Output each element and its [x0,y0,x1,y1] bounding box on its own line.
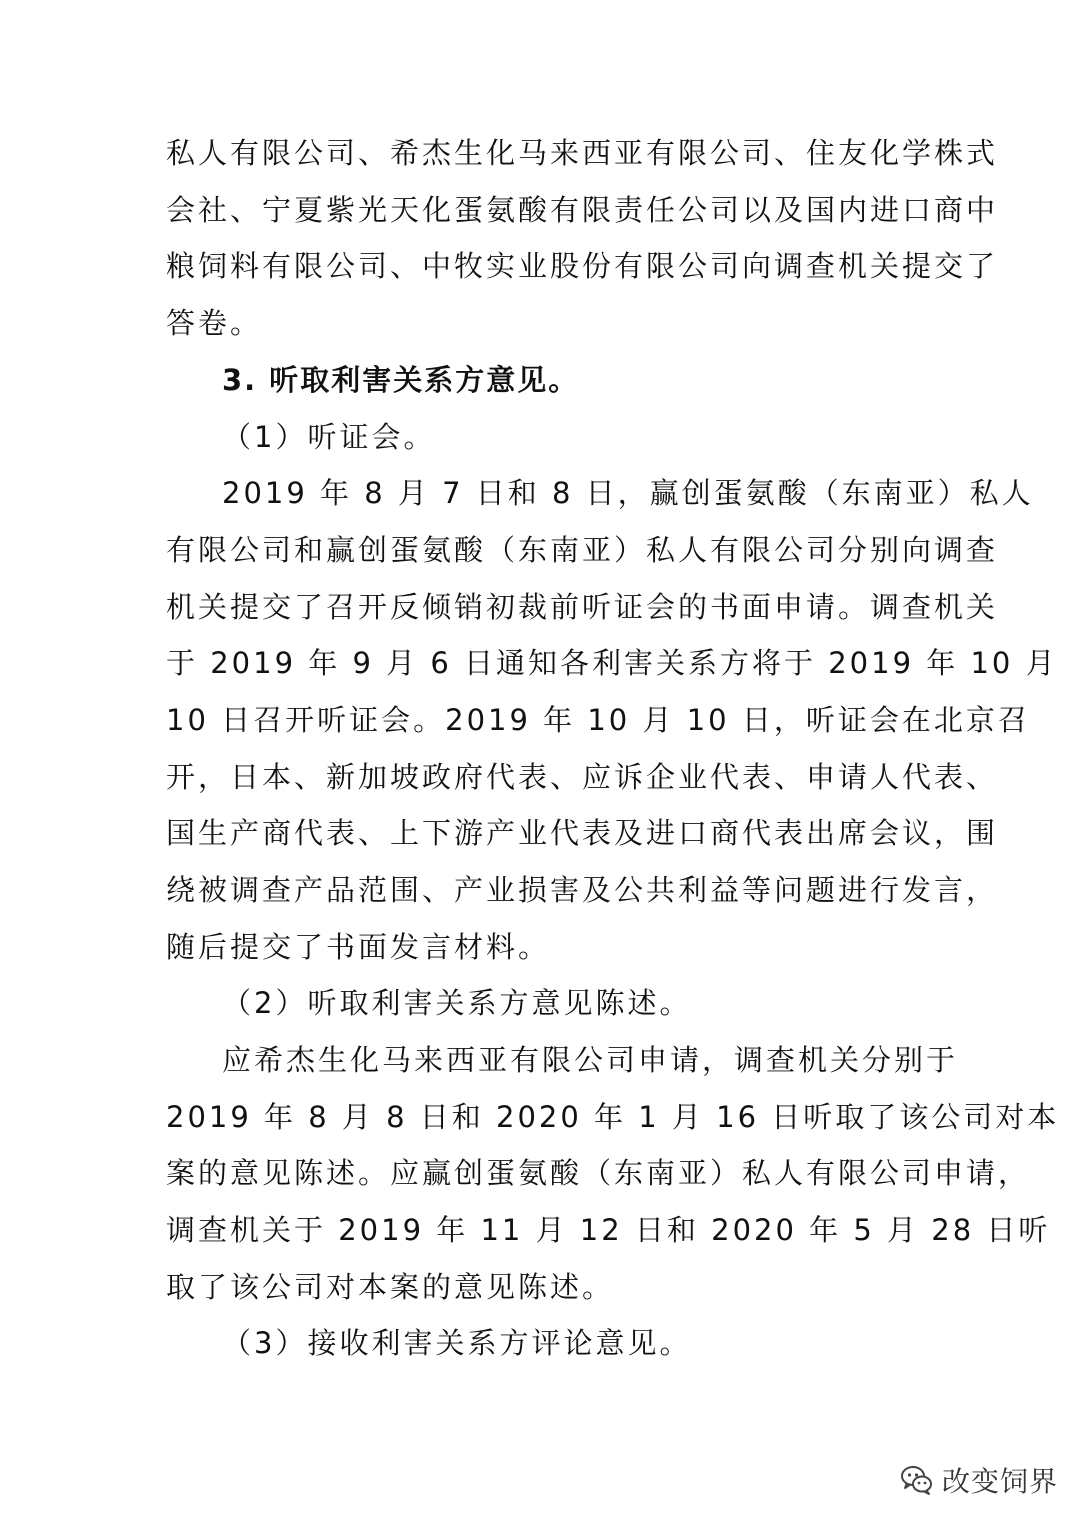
watermark [900,1460,1058,1500]
paragraph-line: 机关提交了召开反倾销初裁前听证会的书面申请。调查机关 [166,590,999,624]
paragraph-line: 私人有限公司、希杰生化马来西亚有限公司、住友化学株式 [166,136,999,170]
watermark-text: 改变饲界 [942,1465,1059,1498]
paragraph-line: 国生产商代表、上下游产业代表及进口商代表出席会议，围 [166,816,999,850]
subsection-heading: （1）听证会。 [222,420,436,454]
subsection-heading: （2）听取利害关系方意见陈述。 [222,986,692,1020]
section-heading: 3. 听取利害关系方意见。 [222,363,580,397]
paragraph-line: 应希杰生化马来西亚有限公司申请，调查机关分别于 [222,1043,959,1077]
paragraph-line: 会社、宁夏紫光天化蛋氨酸有限责任公司以及国内进口商中 [166,193,999,227]
paragraph-line: 案的意见陈述。应赢创蛋氨酸（东南亚）私人有限公司申请， [166,1156,1031,1190]
paragraph-line: 答卷。 [166,306,263,340]
paragraph-line: 有限公司和赢创蛋氨酸（东南亚）私人有限公司分别向调查 [166,533,999,567]
paragraph-line: 取了该公司对本案的意见陈述。 [166,1270,615,1304]
paragraph-line: 粮饲料有限公司、中牧实业股份有限公司向调查机关提交了 [166,249,999,283]
paragraph-line: 2019 年 8 月 8 日和 2020 年 1 月 16 日听取了该公司对本 [166,1100,1060,1134]
paragraph-line: 于 2019 年 9 月 6 日通知各利害关系方将于 2019 年 10 月 [166,646,1058,680]
paragraph-line: 开，日本、新加坡政府代表、应诉企业代表、申请人代表、 [166,760,999,794]
wechat-icon [900,1463,934,1497]
paragraph-line: 2019 年 8 月 7 日和 8 日，赢创蛋氨酸（东南亚）私人 [222,476,1034,510]
paragraph-line: 调查机关于 2019 年 11 月 12 日和 2020 年 5 月 28 日听 [166,1213,1051,1247]
subsection-heading: （3）接收利害关系方评论意见。 [222,1326,692,1360]
paragraph-line: 10 日召开听证会。2019 年 10 月 10 日，听证会在北京召 [166,703,1030,737]
paragraph-line: 绕被调查产品范围、产业损害及公共利益等问题进行发言， [166,873,999,907]
paragraph-line: 随后提交了书面发言材料。 [166,930,551,964]
